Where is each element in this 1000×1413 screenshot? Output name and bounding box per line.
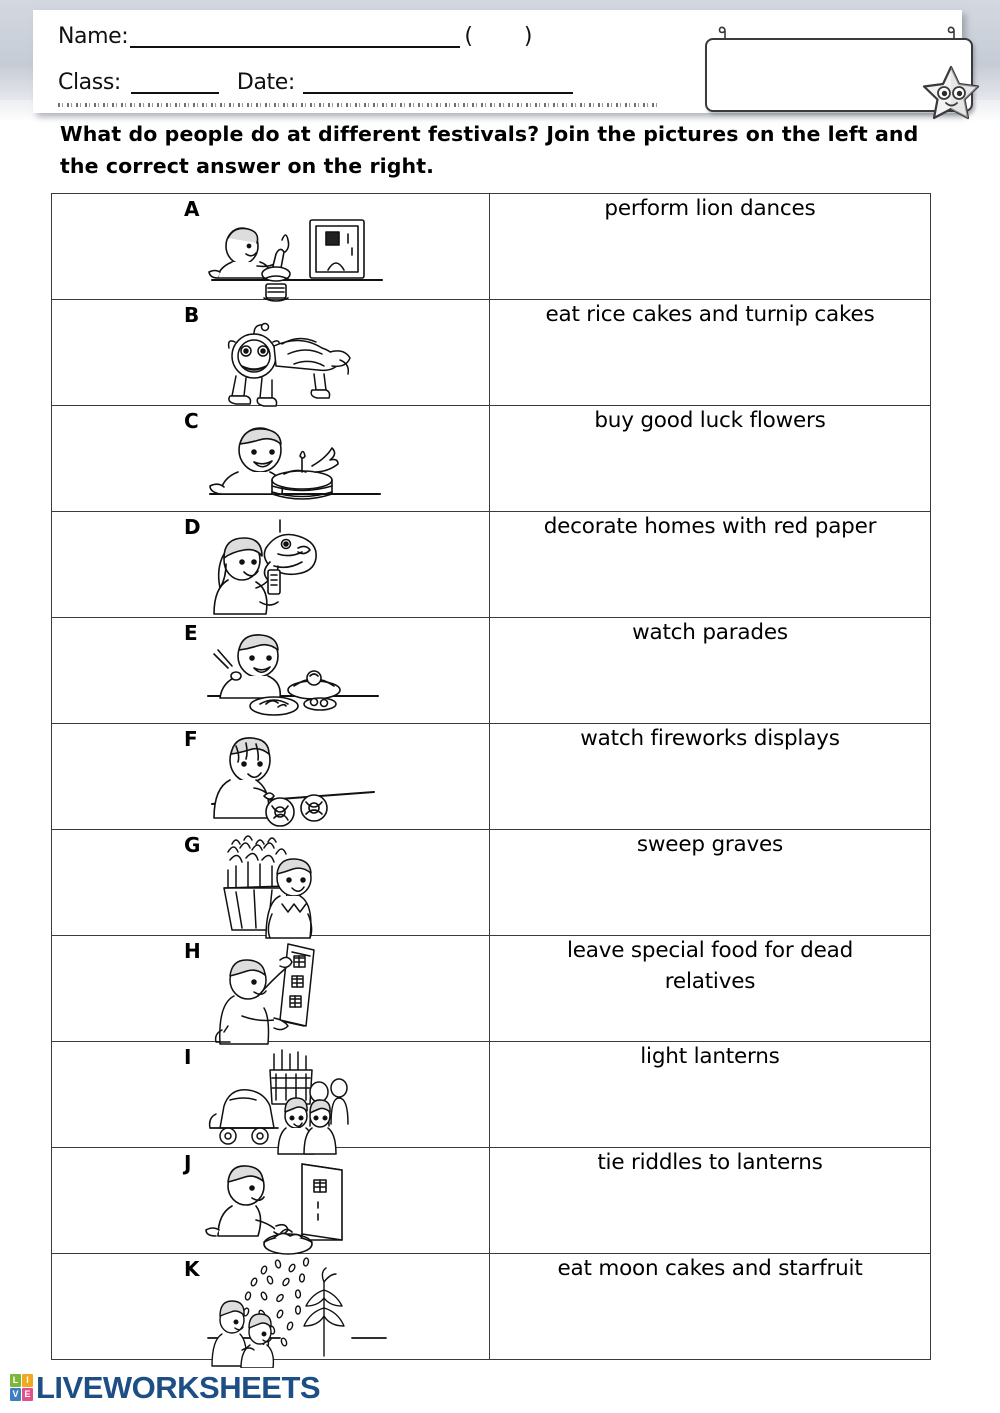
- answer-text: buy good luck flowers: [594, 408, 826, 433]
- logo-tile-e: E: [22, 1388, 33, 1401]
- answer-text: eat moon cakes and starfruit: [557, 1256, 863, 1281]
- logo-wordmark: LIVEWORKSHEETS: [36, 1370, 321, 1405]
- crowd-watching-parade-float-icon: [202, 1044, 392, 1156]
- table-row: [52, 1042, 931, 1148]
- answer-text: perform lion dances: [604, 196, 816, 221]
- table-row: [52, 830, 931, 936]
- class-number-parentheses[interactable]: ( ): [464, 24, 555, 49]
- date-label: Date:: [236, 70, 295, 95]
- row-letter-b: B: [184, 303, 200, 327]
- name-label: Name:: [58, 24, 129, 49]
- answer-cell-e[interactable]: [490, 618, 931, 724]
- name-row: [58, 26, 638, 48]
- boy-carrying-flower-bouquet-icon: [202, 832, 392, 944]
- class-date-row: [58, 72, 658, 94]
- boy-eating-moon-cakes-icon: [202, 726, 392, 838]
- answer-text: watch fireworks displays: [580, 726, 840, 751]
- boy-eating-stacked-cakes-icon: [202, 408, 392, 520]
- picture-cell-g[interactable]: [52, 830, 490, 936]
- decorative-dotted-divider: [58, 103, 658, 107]
- picture-cell-f[interactable]: [52, 724, 490, 830]
- logo-tile-i: I: [22, 1374, 33, 1387]
- table-row: [52, 300, 931, 406]
- answer-cell-d[interactable]: [490, 512, 931, 618]
- star-face-icon: [921, 64, 981, 122]
- row-letter-g: G: [184, 833, 201, 857]
- answer-text: leave special food for dead relatives: [566, 938, 854, 994]
- boy-hanging-red-paper-banner-icon: [202, 938, 392, 1050]
- answer-text: light lanterns: [640, 1044, 780, 1069]
- table-row: [52, 1148, 931, 1254]
- girl-holding-fish-lantern-icon: [202, 514, 392, 626]
- picture-cell-h[interactable]: [52, 936, 490, 1042]
- boy-eating-meal-with-chopsticks-icon: [202, 620, 392, 732]
- answer-text: eat rice cakes and turnip cakes: [545, 302, 875, 327]
- answer-cell-b[interactable]: [490, 300, 931, 406]
- answer-cell-a[interactable]: [490, 194, 931, 300]
- hanging-sign: [693, 24, 983, 116]
- liveworksheets-logo[interactable]: [10, 1372, 320, 1403]
- picture-cell-e[interactable]: [52, 618, 490, 724]
- picture-cell-j[interactable]: [52, 1148, 490, 1254]
- table-row: [52, 724, 931, 830]
- name-input[interactable]: [130, 29, 460, 48]
- table-row: [52, 512, 931, 618]
- table-row: [52, 1254, 931, 1360]
- answer-cell-h[interactable]: [490, 936, 931, 1042]
- picture-cell-c[interactable]: [52, 406, 490, 512]
- picture-cell-a[interactable]: [52, 194, 490, 300]
- answer-cell-i[interactable]: [490, 1042, 931, 1148]
- matching-table: [51, 193, 931, 1360]
- row-letter-c: C: [184, 409, 199, 433]
- table-row: [52, 936, 931, 1042]
- answer-text: tie riddles to lanterns: [597, 1150, 823, 1175]
- matching-table-body: [52, 194, 931, 1360]
- children-watching-fireworks-icon: [202, 1256, 392, 1368]
- table-row: [52, 618, 931, 724]
- row-letter-i: I: [184, 1045, 192, 1069]
- student-info-card: [33, 10, 962, 113]
- logo-tile-l: L: [10, 1374, 21, 1387]
- answer-text: decorate homes with red paper: [543, 514, 877, 539]
- picture-cell-d[interactable]: [52, 512, 490, 618]
- row-letter-d: D: [184, 515, 201, 539]
- row-letter-e: E: [184, 621, 198, 645]
- answer-cell-f[interactable]: [490, 724, 931, 830]
- answer-cell-g[interactable]: [490, 830, 931, 936]
- table-row: [52, 406, 931, 512]
- logo-tile-v: V: [10, 1388, 21, 1401]
- answer-cell-c[interactable]: [490, 406, 931, 512]
- picture-cell-b[interactable]: [52, 300, 490, 406]
- person-kneeling-at-altar-offering-icon: [202, 196, 392, 308]
- table-row: [52, 194, 931, 300]
- lion-dance-costume-icon: [202, 302, 392, 414]
- instruction-text: What do people do at different festivals? Join the pictures on the left and the correct answer on the right.: [60, 122, 919, 179]
- logo-tiles-icon: [10, 1374, 33, 1401]
- answer-cell-j[interactable]: [490, 1148, 931, 1254]
- class-label: Class:: [58, 70, 121, 95]
- answer-text: watch parades: [632, 620, 788, 645]
- answer-cell-k[interactable]: [490, 1254, 931, 1360]
- row-letter-f: F: [184, 727, 198, 751]
- row-letter-a: A: [184, 197, 200, 221]
- answer-text: sweep graves: [636, 832, 784, 857]
- date-input[interactable]: [303, 75, 573, 94]
- row-letter-h: H: [184, 939, 201, 963]
- picture-cell-i[interactable]: [52, 1042, 490, 1148]
- picture-cell-k[interactable]: [52, 1254, 490, 1360]
- row-letter-j: J: [184, 1151, 192, 1175]
- boy-sitting-with-offering-bowl-icon: [202, 1150, 392, 1262]
- class-input[interactable]: [131, 75, 219, 94]
- row-letter-k: K: [184, 1257, 200, 1281]
